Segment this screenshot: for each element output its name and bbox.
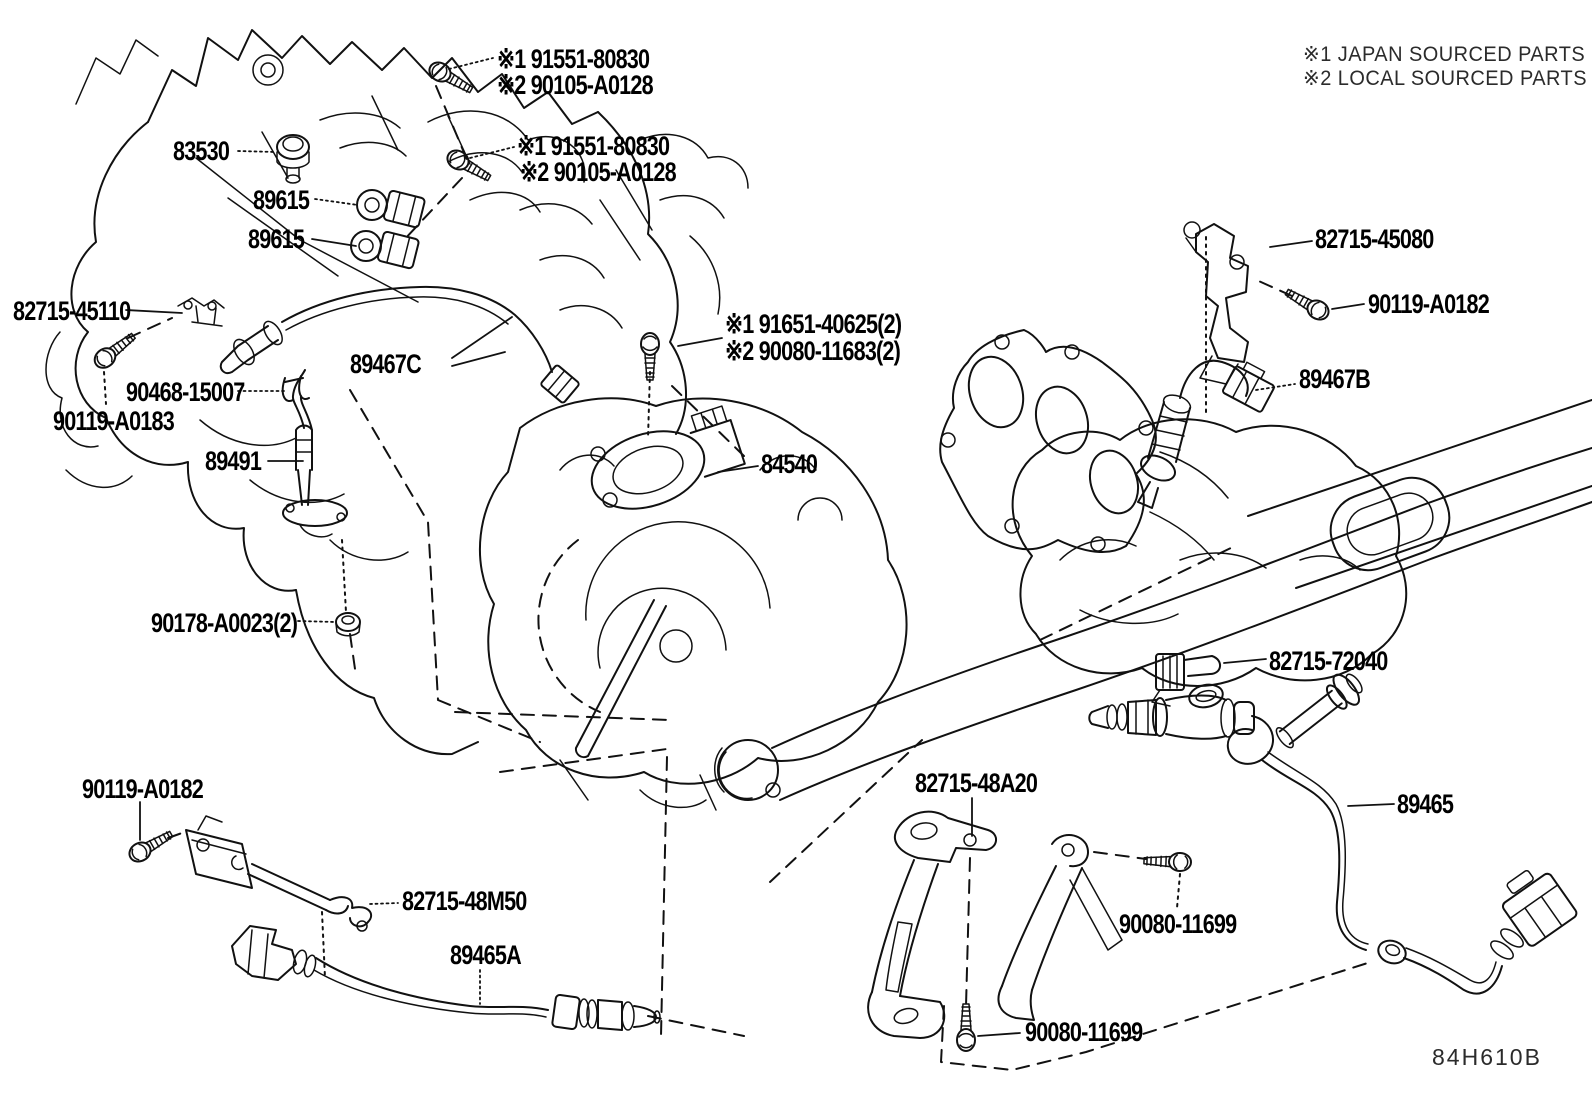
part-label-91551-80830-2: ※1 91551-80830 [517, 131, 670, 161]
sensor-89491 [283, 370, 347, 537]
part-label-90468-15007: 90468-15007 [126, 377, 245, 407]
bracket-82715-48a20-left [868, 812, 996, 1038]
part-label-91651-40625: ※1 91651-40625(2) [725, 309, 902, 339]
oxygen-sensor-89465a [232, 926, 660, 1030]
part-label-89467c: 89467C [350, 349, 421, 379]
part-label-90105-a0128-1: ※2 90105-A0128 [497, 70, 653, 100]
oxygen-sensor-89467c [221, 287, 580, 404]
bracket-82715-45080 [1184, 222, 1248, 384]
diagram-code: 84H610B [1432, 1044, 1542, 1070]
bolt-90080-11699-upper-icon [1144, 852, 1192, 872]
neutral-switch-84540 [581, 405, 748, 522]
sensor-83530 [277, 135, 309, 183]
part-label-90080-11699-upper: 90080-11699 [1119, 909, 1237, 939]
bracket-82715-45110 [178, 298, 224, 326]
part-label-89467b: 89467B [1299, 364, 1370, 394]
part-label-90119-a0182-bottom: 90119-A0182 [82, 774, 203, 804]
nut-90178-a0023 [336, 613, 360, 636]
part-label-89615-lower: 89615 [248, 224, 305, 254]
legend-japan-sourced: ※1 JAPAN SOURCED PARTS [1303, 43, 1586, 66]
part-label-90119-a0182-right: 90119-A0182 [1368, 289, 1489, 319]
part-label-90080-11699-lower: 90080-11699 [1025, 1017, 1143, 1047]
part-label-82715-45080: 82715-45080 [1315, 224, 1434, 254]
part-label-89465: 89465 [1397, 789, 1454, 819]
exhaust-manifold-right [940, 330, 1228, 560]
transmission-housing [480, 398, 907, 810]
part-label-89465a: 89465A [450, 940, 521, 970]
clip-90468-15007 [283, 376, 309, 401]
part-label-82715-48m50: 82715-48M50 [402, 886, 527, 916]
part-label-89615-upper: 89615 [253, 185, 310, 215]
part-label-89491: 89491 [205, 446, 262, 476]
part-label-91551-80830-1: ※1 91551-80830 [497, 44, 650, 74]
harness-bracket-82715-48m50 [186, 816, 371, 931]
part-label-90119-a0183: 90119-A0183 [53, 406, 174, 436]
legend-local-sourced: ※2 LOCAL SOURCED PARTS [1303, 67, 1588, 90]
bolt-90080-11699-lower-icon [957, 1004, 975, 1051]
part-label-82715-45110: 82715-45110 [13, 296, 131, 326]
part-label-83530: 83530 [173, 136, 230, 166]
bolt-90119-a0183-icon [91, 329, 139, 372]
leader-lines [126, 58, 1394, 1036]
part-label-84540: 84540 [761, 449, 818, 479]
part-label-90105-a0128-2: ※2 90105-A0128 [520, 157, 676, 187]
bolt-90119-a0182-right-icon [1282, 284, 1332, 323]
knock-sensor-89615-upper [357, 190, 425, 228]
clamp-82715-72040 [1152, 654, 1225, 710]
part-label-90080-11683: ※2 90080-11683(2) [725, 336, 901, 366]
bolt-90119-a0182-bottom-left-icon [126, 826, 176, 865]
oxygen-sensor-89467b [1137, 358, 1279, 508]
part-label-82715-48a20: 82715-48A20 [915, 768, 1038, 798]
bracket-82715-48a20-right [998, 835, 1122, 1020]
part-label-82715-72040: 82715-72040 [1269, 646, 1388, 676]
knock-sensor-89615-lower [351, 231, 419, 269]
part-label-90178-a0023: 90178-A0023(2) [151, 608, 298, 638]
oxygen-sensor-89465 [1089, 666, 1578, 993]
